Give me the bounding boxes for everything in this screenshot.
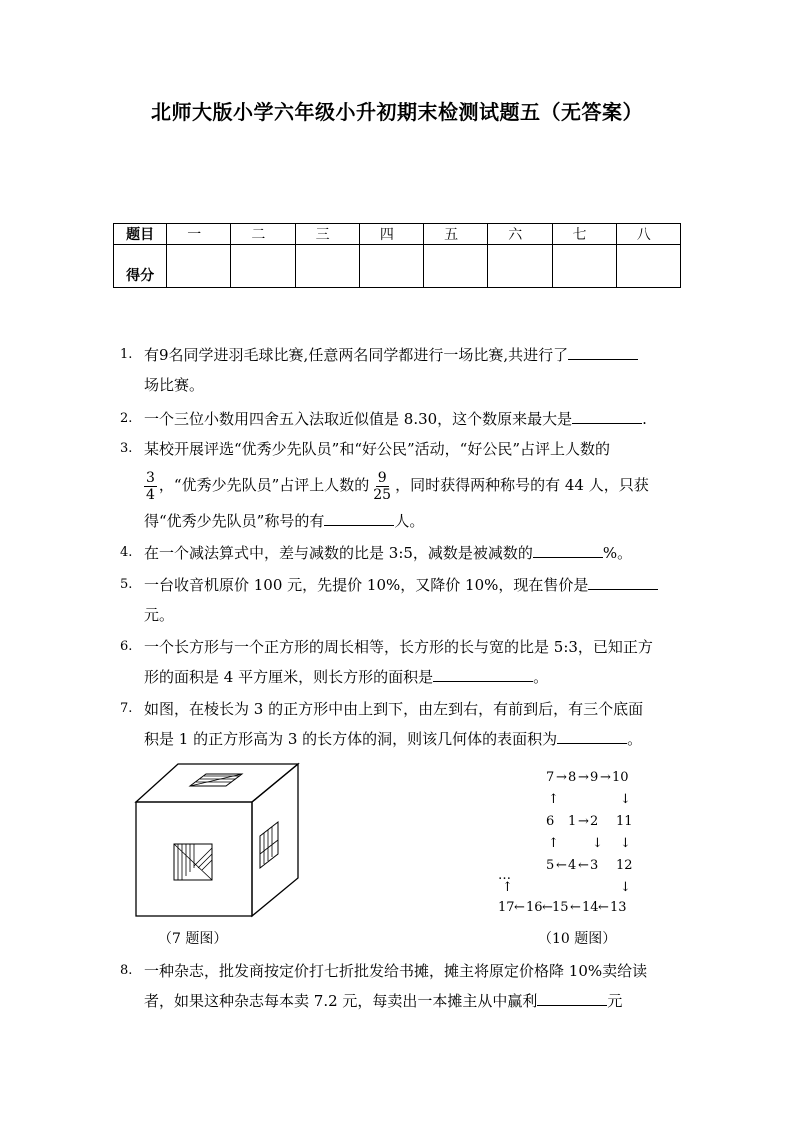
question-text: 得“优秀少先队员”称号的有 (144, 512, 325, 530)
score-table-col-8: 八 (616, 224, 680, 245)
figure-10-caption: （10 题图） (538, 931, 617, 947)
answer-blank[interactable] (533, 539, 603, 558)
question-5 (120, 570, 680, 630)
question-text: 积是 1 的正方形高为 3 的长方体的洞，则该几何体的表面积为 (144, 730, 558, 748)
answer-blank[interactable] (572, 405, 642, 424)
score-table-score-row (114, 245, 681, 288)
question-number: 8. (120, 963, 133, 978)
figure-7-caption: （7 题图） (158, 931, 228, 947)
question-number: 2. (120, 411, 133, 426)
question-text: 元 (607, 992, 623, 1010)
spiral-number: 13 (610, 900, 627, 915)
spiral-number: 1 (568, 814, 577, 829)
page-title: 北师大版小学六年级小升初期末检测试题五（无答案） (151, 100, 643, 124)
question-1 (120, 340, 680, 400)
spiral-number: 2 (590, 814, 599, 829)
answer-blank[interactable] (433, 663, 533, 682)
score-table (113, 223, 681, 288)
question-text: 形的面积是 4 平方厘米，则长方形的面积是 (144, 668, 434, 686)
question-number: 5. (120, 577, 133, 592)
question-number: 7. (120, 701, 133, 716)
question-number: 6. (120, 639, 133, 654)
spiral-number: 9 (590, 770, 599, 785)
question-text: . (642, 410, 647, 428)
question-text: 有9名同学进羽毛球比赛,任意两名同学都进行一场比赛,共进行了 (144, 346, 569, 364)
fraction-nine-twentyfifths: $\frac{9}{25}$ (373, 469, 392, 503)
answer-blank[interactable] (568, 341, 638, 360)
score-cell[interactable] (616, 245, 680, 288)
question-number: 4. (120, 545, 133, 560)
question-text: 一个三位小数用四舍五入法取近似值是 8.30，这个数原来最大是 (144, 410, 573, 428)
answer-blank[interactable] (588, 571, 658, 590)
question-text: %。 (602, 544, 633, 562)
question-8 (120, 956, 680, 1016)
question-text: 某校开展评选“优秀少先队员”和“好公民”活动，“好公民”占评上人数的 (144, 440, 611, 458)
score-cell[interactable] (295, 245, 359, 288)
score-table-col-1: 一 (167, 224, 231, 245)
cube-figure (130, 758, 310, 923)
spiral-ellipsis: … (498, 868, 511, 883)
question-text: 一台收音机原价 100 元，先提价 10%，又降价 10%，现在售价是 (144, 576, 589, 594)
score-table-col-6: 六 (488, 224, 552, 245)
spiral-number: 5 (546, 858, 555, 873)
score-table-row2-label: 得分 (114, 245, 167, 288)
question-text: 在一个减法算式中，差与减数的比是 3:5，减数是被减数的 (144, 544, 533, 562)
spiral-number: 6 (546, 814, 555, 829)
spiral-number: 10 (612, 770, 629, 785)
question-6 (120, 632, 680, 692)
question-text: 一个长方形与一个正方形的周长相等，长方形的长与宽的比是 5:3，已知正方 (144, 638, 653, 656)
question-text: 。 (533, 668, 549, 686)
question-2 (120, 404, 680, 434)
number-spiral-figure: 7 → 8 → 9 → 10 ↑ ↓ 6 1 → 2 11 ↑ ↓ ↓ 5 ← 4 ← 3 12 … ↑ ↓ 17 ← 16 ← 15 ← 14 ← 13 (498, 770, 633, 915)
spiral-number: 11 (616, 814, 633, 829)
question-text: 元。 (144, 606, 175, 624)
score-table-col-2: 二 (231, 224, 295, 245)
spiral-number: 12 (616, 858, 633, 873)
question-4 (120, 538, 680, 568)
spiral-number: 8 (568, 770, 577, 785)
answer-blank[interactable] (557, 725, 627, 744)
score-table-col-5: 五 (424, 224, 488, 245)
score-table-col-3: 三 (295, 224, 359, 245)
question-text: 者，如果这种杂志每本卖 7.2 元，每卖出一本摊主从中赢利 (144, 992, 538, 1010)
score-cell[interactable] (424, 245, 488, 288)
question-text: ，同时获得两种称号的有 44 人，只获 (395, 476, 649, 494)
score-cell[interactable] (552, 245, 616, 288)
score-table-col-7: 七 (552, 224, 616, 245)
answer-blank[interactable] (537, 987, 607, 1006)
score-table-col-4: 四 (359, 224, 423, 245)
question-3 (120, 434, 680, 536)
spiral-number: 17 (498, 900, 515, 915)
answer-blank[interactable] (324, 507, 394, 526)
fraction-three-quarters: $\frac{3}{4}$ (146, 469, 155, 503)
score-table-header-row (114, 224, 681, 245)
score-cell[interactable] (167, 245, 231, 288)
question-number: 1. (120, 347, 133, 362)
spiral-number: 16 (526, 900, 543, 915)
spiral-number: 14 (582, 900, 599, 915)
question-number: 3. (120, 441, 133, 456)
question-text: ，“优秀少先队员”占评上人数的 (158, 476, 370, 494)
score-cell[interactable] (231, 245, 295, 288)
question-text: 。 (627, 730, 643, 748)
spiral-number: 7 (546, 770, 555, 785)
score-cell[interactable] (488, 245, 552, 288)
question-7 (120, 694, 680, 754)
spiral-number: 15 (552, 900, 569, 915)
score-table-row1-label: 题目 (114, 224, 167, 245)
question-text: 一种杂志，批发商按定价打七折批发给书摊，摊主将原定价格降 10%卖给读 (144, 962, 648, 980)
spiral-number: 4 (568, 858, 577, 873)
question-text: 人。 (394, 512, 425, 530)
question-text: 场比赛。 (144, 376, 205, 394)
spiral-number: 3 (590, 858, 599, 873)
score-cell[interactable] (359, 245, 423, 288)
question-text: 如图，在棱长为 3 的正方形中由上到下，由左到右，有前到后，有三个底面 (144, 700, 644, 718)
